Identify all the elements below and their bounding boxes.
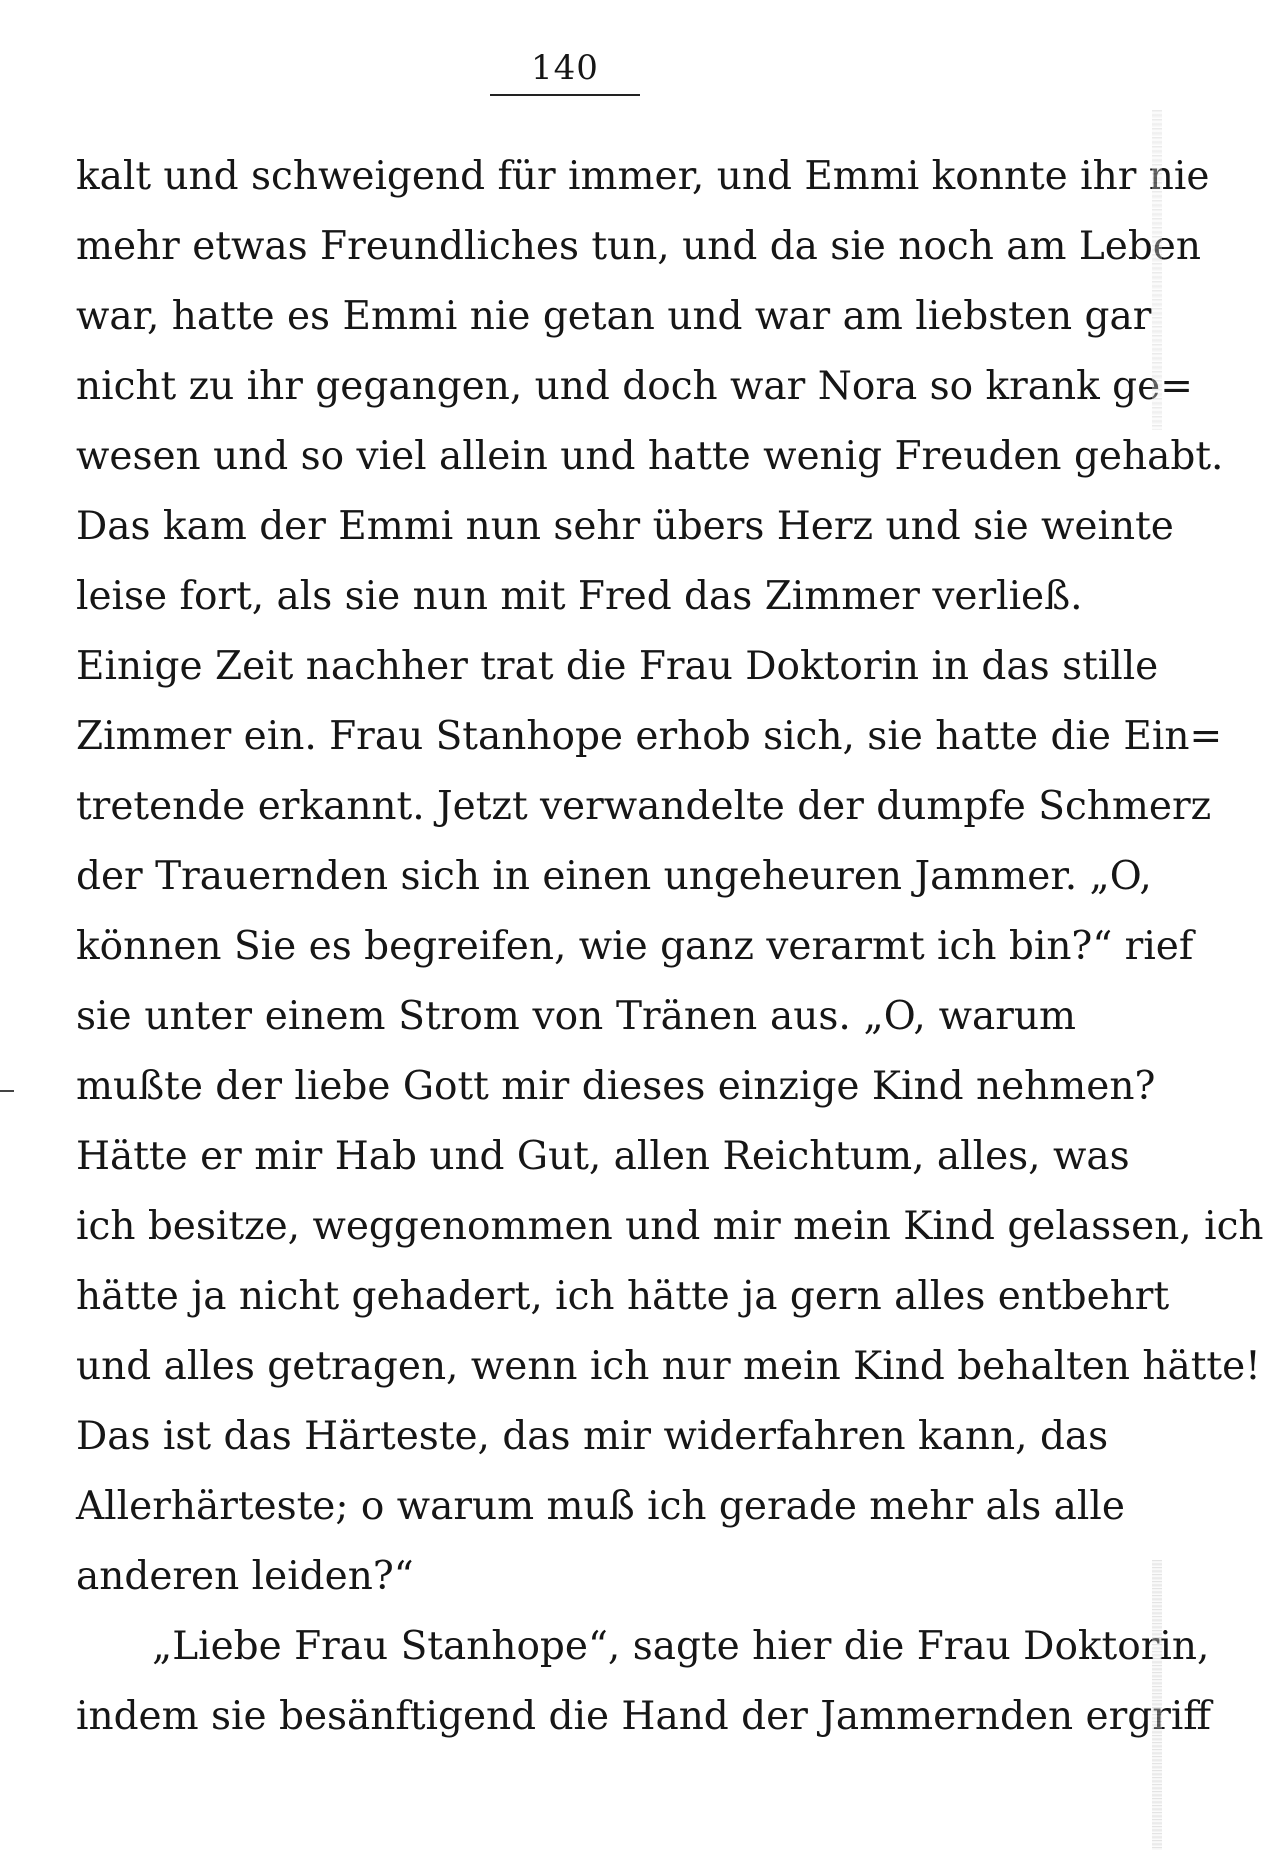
margin-mark <box>0 1090 14 1092</box>
text-line: war, hatte es Emmi nie getan und war am liebsten gar <box>76 294 1152 339</box>
text-line: Einige Zeit nachher trat die Frau Doktorin in das stille <box>76 644 1159 689</box>
text-line: nicht zu ihr gegangen, und doch war Nora so krank ge= <box>76 364 1193 409</box>
text-line: können Sie es begreifen, wie ganz verarmt ich bin?“ rief <box>76 924 1194 969</box>
text-line: und alles getragen, wenn ich nur mein Kind behalten hätte! <box>76 1344 1261 1389</box>
text-line: Zimmer ein. Frau Stanhope erhob sich, sie hatte die Ein= <box>76 714 1223 759</box>
text-line: leise fort, als sie nun mit Fred das Zimmer verließ. <box>76 574 1083 619</box>
text-line: hätte ja nicht gehadert, ich hätte ja gern alles entbehrt <box>76 1274 1170 1319</box>
paragraph-end-line: anderen leiden?“ <box>76 1554 414 1599</box>
text-line: sie unter einem Strom von Tränen aus. „O, warum <box>76 994 1076 1039</box>
text-line: Das ist das Härteste, das mir widerfahren kann, das <box>76 1414 1109 1459</box>
text-line: tretende erkannt. Jetzt verwandelte der dumpfe Schmerz <box>76 784 1212 829</box>
text-line: Das kam der Emmi nun sehr übers Herz und sie weinte <box>76 504 1174 549</box>
page-number-rule <box>490 94 640 96</box>
text-line: mehr etwas Freundliches tun, und da sie noch am Leben <box>76 224 1202 269</box>
text-line: der Trauernden sich in einen ungeheuren Jammer. „O, <box>76 854 1152 899</box>
text-line: kalt und schweigend für immer, und Emmi konnte ihr nie <box>76 154 1210 199</box>
text-line: indem sie besänftigend die Hand der Jammernden ergriff <box>76 1694 1212 1739</box>
paragraph-start-line: „Liebe Frau Stanhope“, sagte hier die Frau Doktorin, <box>152 1624 1210 1669</box>
text-line: mußte der liebe Gott mir dieses einzige Kind nehmen? <box>76 1064 1156 1109</box>
text-line: Allerhärteste; o warum muß ich gerade mehr als alle <box>76 1484 1125 1529</box>
scan-edge-artifact <box>1152 110 1162 430</box>
text-line: wesen und so viel allein und hatte wenig Freuden gehabt. <box>76 434 1224 479</box>
scan-edge-artifact <box>1152 1560 1162 1850</box>
text-line: ich besitze, weggenommen und mir mein Kind gelassen, ich <box>76 1204 1264 1249</box>
text-line: Hätte er mir Hab und Gut, allen Reichtum, alles, was <box>76 1134 1130 1179</box>
page-number: 140 <box>531 48 599 88</box>
body-text <box>76 142 1264 1752</box>
